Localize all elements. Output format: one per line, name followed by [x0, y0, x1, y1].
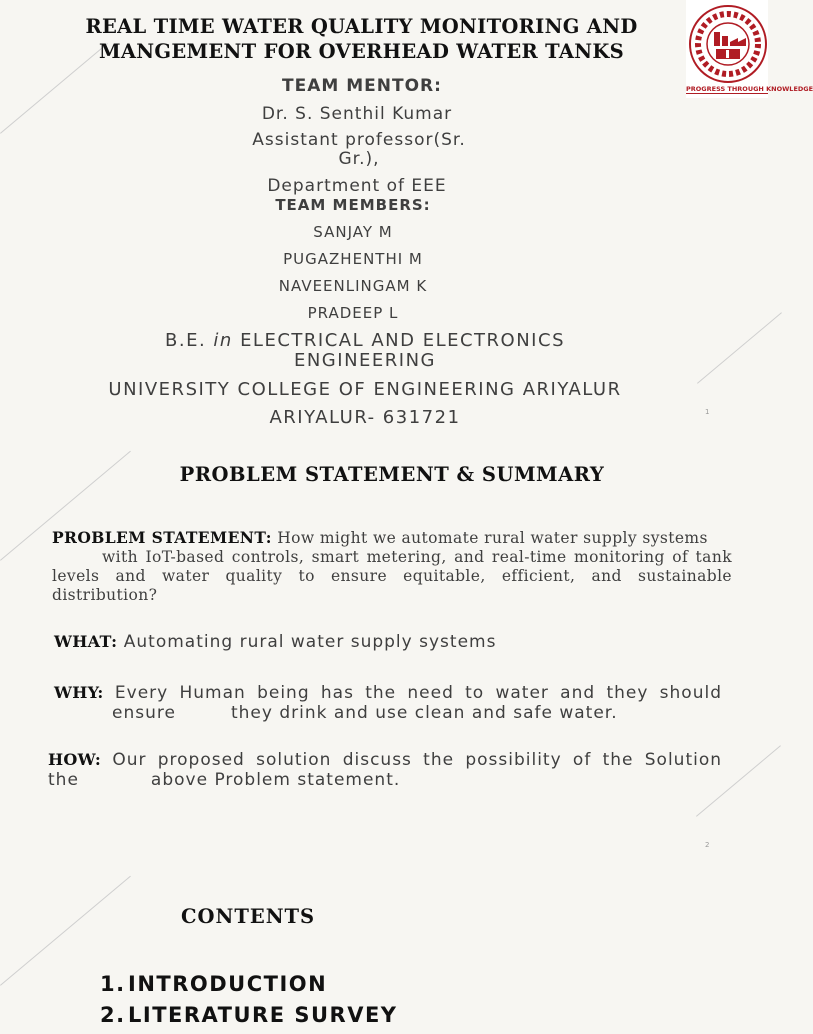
problem-text: with IoT-based controls, smart metering, and real-time monitoring of tank — [102, 548, 732, 566]
slide-title: PROBLEM STATEMENT & SUMMARY — [179, 463, 605, 486]
item-label: LITERATURE SURVEY — [128, 1003, 398, 1027]
degree — [0, 331, 730, 371]
role-line: Assistant professor(Sr. — [252, 130, 466, 150]
contents-slide — [0, 850, 768, 1027]
team-member: PRADEEP L — [307, 304, 399, 322]
logo-motto: PROGRESS THROUGH KNOWLEDGE — [686, 85, 813, 93]
problem-text: How might we automate rural water supply systems — [277, 529, 708, 547]
team-member: SANJAY M — [313, 223, 393, 241]
slide-title — [60, 14, 663, 64]
contents-list — [100, 972, 398, 1034]
slide-title: CONTENTS — [181, 905, 316, 928]
item-label: INTRODUCTION — [128, 972, 328, 996]
why-text: they drink and use clean and safe water. — [230, 703, 618, 723]
why-item — [54, 683, 722, 723]
page-number: 2 — [705, 841, 710, 849]
problem-slide — [0, 430, 768, 850]
how-label: HOW: — [48, 750, 102, 769]
degree-in: in — [213, 330, 233, 351]
degree-branch-line2: ENGINEERING — [293, 350, 437, 371]
why-text: Every Human being has the need to water and they should — [114, 683, 722, 703]
why-label: WHY: — [54, 683, 104, 702]
members-heading: TEAM MEMBERS: — [275, 196, 431, 214]
team-member: PUGAZHENTHI M — [283, 250, 423, 268]
list-item — [100, 972, 398, 1003]
mentor-department: Department of EEE — [267, 176, 447, 196]
list-item — [100, 1003, 398, 1034]
team-member: NAVEENLINGAM K — [278, 277, 428, 295]
degree-branch: ELECTRICAL AND ELECTRONICS — [240, 330, 565, 351]
what-text: Automating rural water supply systems — [123, 632, 497, 652]
what-label: WHAT: — [54, 632, 118, 651]
title-slide — [0, 0, 813, 430]
item-number: 1. — [100, 972, 126, 996]
how-text: the — [48, 770, 79, 790]
title-line: MANGEMENT FOR OVERHEAD WATER TANKS — [98, 40, 625, 63]
mentor-role — [0, 131, 718, 169]
role-line: Gr.), — [338, 149, 380, 169]
problem-statement — [52, 528, 732, 605]
mentor-name: Dr. S. Senthil Kumar — [261, 104, 453, 124]
college-address: ARIYALUR- 631721 — [269, 407, 461, 428]
problem-label: PROBLEM STATEMENT: — [52, 528, 272, 547]
degree-prefix: B.E. — [165, 330, 207, 351]
college-name: UNIVERSITY COLLEGE OF ENGINEERING ARIYALUR — [108, 379, 622, 400]
title-line: REAL TIME WATER QUALITY MONITORING AND — [85, 15, 638, 38]
how-item — [48, 750, 722, 790]
what-item — [54, 632, 496, 652]
decorative-line — [0, 876, 131, 986]
why-text: ensure — [112, 703, 176, 723]
item-number: 2. — [100, 1003, 126, 1027]
problem-text: levels and water quality to ensure equitable, efficient, and sustainable distribution? — [52, 567, 732, 604]
mentor-heading: TEAM MENTOR: — [282, 76, 442, 96]
how-text: Our proposed solution discuss the possibility of the Solution — [112, 750, 723, 770]
how-text: above Problem statement. — [150, 770, 401, 790]
page-number: 1 — [705, 408, 710, 416]
